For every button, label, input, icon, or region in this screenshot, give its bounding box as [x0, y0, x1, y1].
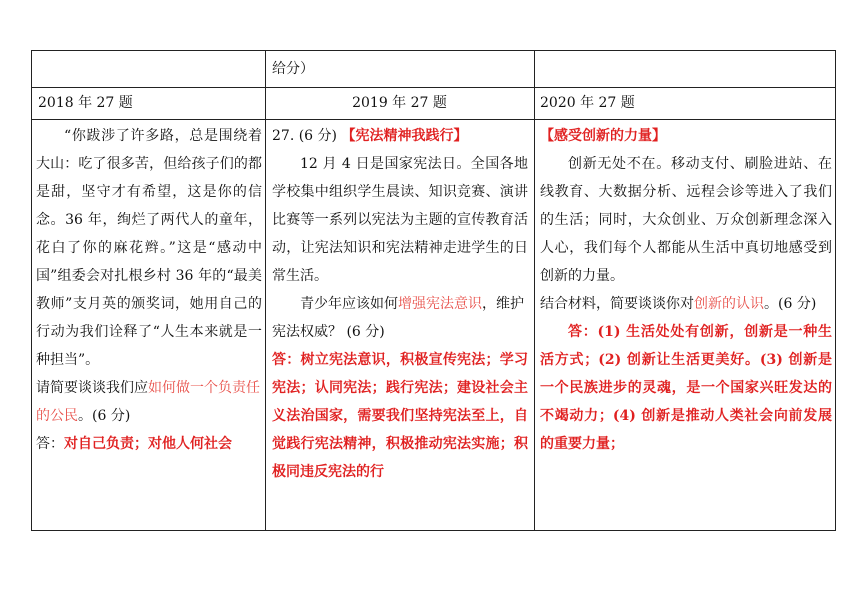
prompt-2018: 请简要谈谈我们应如何做一个负责任的公民。(6 分): [36, 380, 260, 424]
key-phrase-2018: 如何做一个负责任的公民: [36, 380, 260, 424]
answer-2020: 答：(1) 生活处处有创新，创新是一种生活方式；(2) 创新让生活更美好。(3) 创新是一个民族进步的灵魂，是一个国家兴旺发达的不竭动力；(4) 创新是推动人类社会向前发展的重要力量；: [540, 324, 832, 452]
row0-col2-text: 给分）: [272, 61, 314, 77]
answer-2018: 答：对自己负责；对他人何社会: [36, 436, 232, 452]
header-2019: 2019 年 27 题: [352, 95, 447, 111]
row-divider: [32, 119, 835, 120]
key-phrase-2019: 增强宪法意识: [398, 296, 482, 312]
header-2018: 2018 年 27 题: [38, 95, 133, 111]
key-phrase-2020: 创新的认识: [694, 296, 764, 312]
answer-2019: 答：树立宪法意识，积极宣传宪法；学习宪法；认同宪法；践行宪法；建设社会主义法治国家，需要我们坚持宪法至上，自觉践行宪法精神，积极推动宪法实施；积极同违反宪法的行: [272, 352, 528, 480]
material-2018: “你跋涉了许多路，总是围绕着大山：吃了很多苦，但给孩子们的都是甜，坚守才有希望，这是你的信念。36 年，绚烂了两代人的童年，花白了你的麻花辫。”这是“感动中国”组委会对扎根乡村 36 年的“最美教师”支月英的颁奖词，她用自己的行动为我们诠释了“人生本来就是一种担当”。: [36, 128, 262, 368]
topic-title-2019: 【宪法精神我践行】: [341, 128, 468, 144]
column-divider: [534, 51, 535, 530]
material-2019: 12 月 4 日是国家宪法日。全国各地学校集中组织学生晨读、知识竞赛、演讲比赛等一系列以宪法为主题的宣传教育活动，让宪法知识和宪法精神走进学生的日常生活。: [272, 156, 528, 284]
prompt-2019: 青少年应该如何增强宪法意识，维护宪法权威？ (6 分): [272, 296, 524, 340]
material-2020: 创新无处不在。移动支付、刷脸进站、在线教育、大数据分析、远程会诊等进入了我们的生活；同时，大众创业、万众创新理念深入人心，我们每个人都能从生活中真切地感受到创新的力量。: [540, 156, 832, 284]
column-divider: [265, 51, 266, 530]
row-divider: [32, 87, 835, 88]
question-2018: [36, 122, 262, 530]
comparison-table: [31, 50, 836, 531]
header-2020: 2020 年 27 题: [540, 95, 635, 111]
title-line-2019: 27. (6 分) 【宪法精神我践行】: [272, 128, 468, 144]
question-2020: [540, 122, 832, 530]
question-2019: [272, 122, 528, 530]
prompt-2020: 结合材料，简要谈谈你对创新的认识。(6 分): [540, 296, 817, 312]
topic-title-2020: 【感受创新的力量】: [540, 128, 666, 144]
